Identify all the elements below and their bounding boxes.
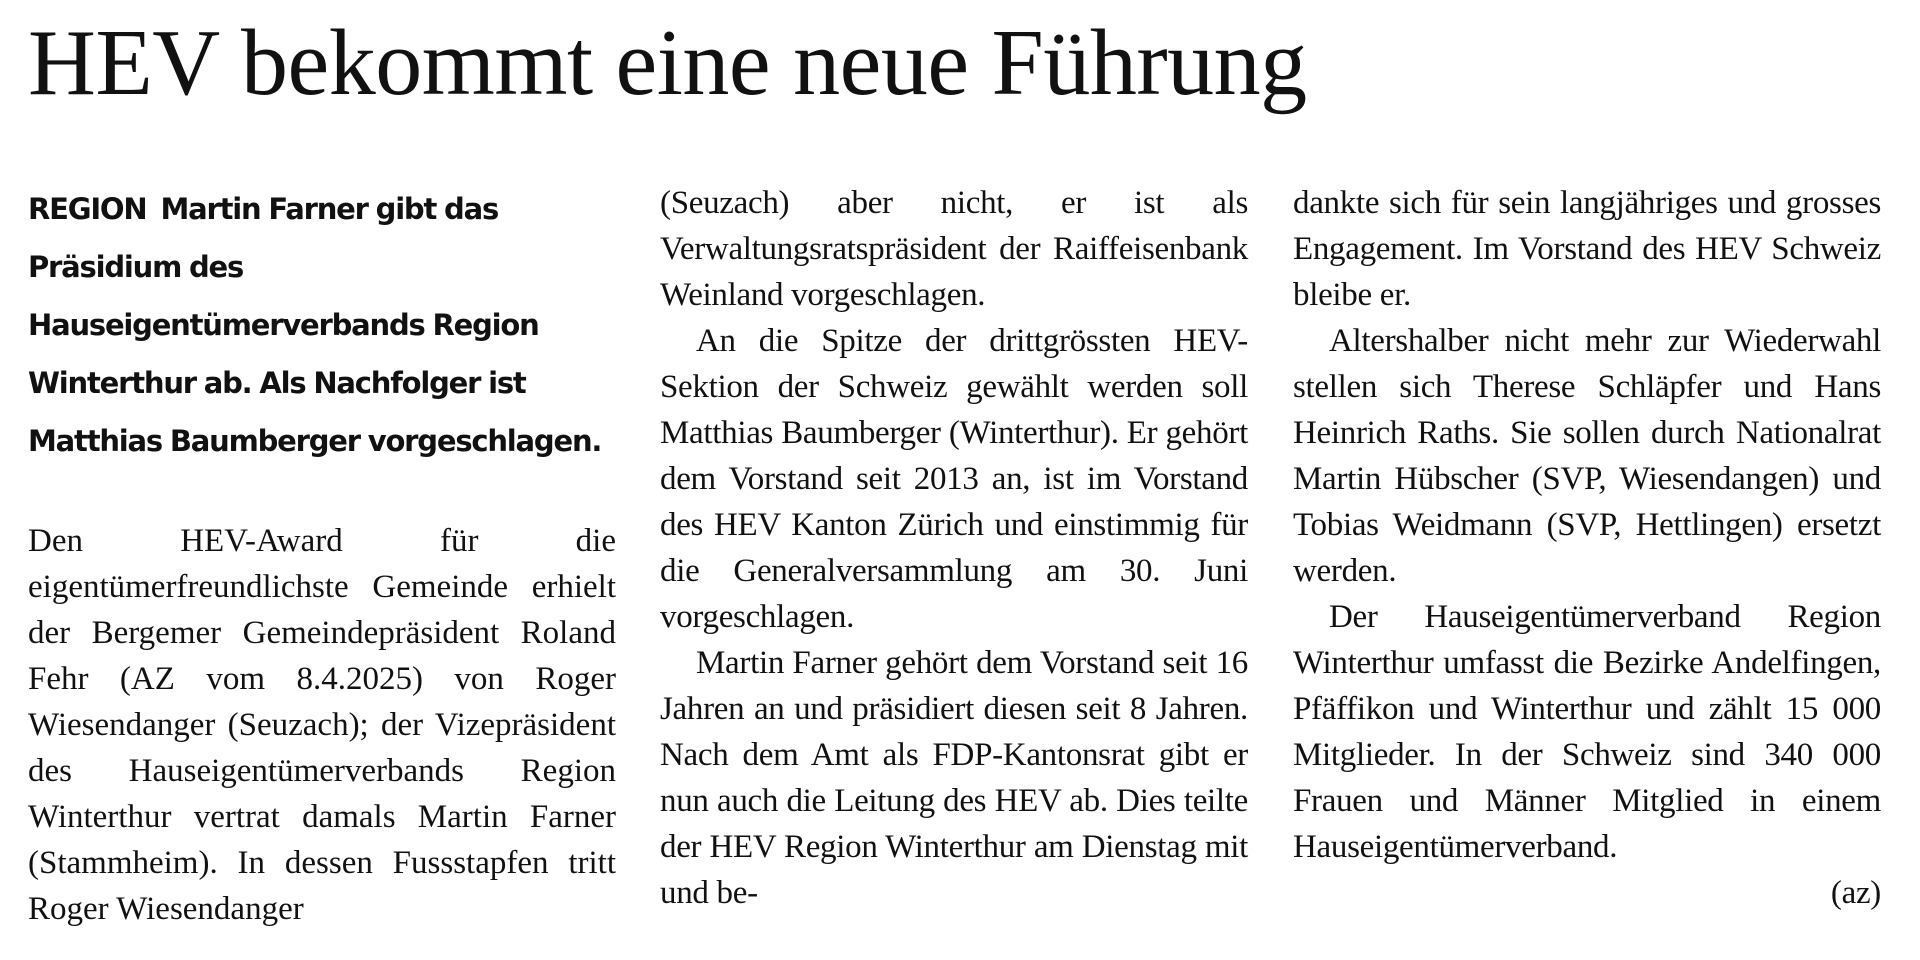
signoff-row [1293, 870, 1881, 916]
article-column-3 [1293, 180, 1881, 916]
article-headline: HEV bekommt eine neue Führung [28, 11, 1307, 115]
lead-text: Martin Farner gibt das Präsidium des Hauseigentümerverbands Region Winterthur ab. Als Nachfolger ist Matthias Baumberger vorgeschlagen. [28, 192, 602, 458]
article-paragraph: An die Spitze der drittgrössten HEV-Sektion der Schweiz gewählt werden soll Matthias Baumberger (Winterthur). Er gehört dem Vorstand seit 2013 an, ist im Vorstand des HEV Kanton Zürich und einstimmig für die Generalversammlung am 30. Juni vorgeschlagen. [660, 323, 1248, 635]
article-signoff: (az) [1830, 875, 1881, 911]
article-paragraph: (Seuzach) aber nicht, er ist als Verwaltungsratspräsident der Raiffeisenbank Weinland vorgeschlagen. [660, 185, 1248, 313]
article-paragraph: Martin Farner gehört dem Vorstand seit 16 Jahren an und präsidiert diesen seit 8 Jahren. Nach dem Amt als FDP-Kantonsrat gibt er nun auch die Leitung des HEV ab. Dies teilte der HEV Region Winterthur am Dienstag mit und be- [660, 645, 1248, 911]
article-kicker: REGION [28, 192, 147, 226]
article-column-2 [660, 180, 1248, 916]
article-paragraph: Den HEV-Award für die eigentümerfreundlichste Gemeinde erhielt der Bergemer Gemeindepräsident Roland Fehr (AZ vom 8.4.2025) von Roger Wiesendanger (Seuzach); der Vizepräsident des Hauseigentümerverbands Region Winterthur vertrat damals Martin Farner (Stammheim). In dessen Fussstapfen tritt Roger Wiesendanger [28, 523, 616, 927]
article-paragraph: Altershalber nicht mehr zur Wiederwahl stellen sich Therese Schläpfer und Hans Heinrich Raths. Sie sollen durch Nationalrat Martin Hübscher (SVP, Wiesendangen) und Tobias Weidmann (SVP, Hettlingen) ersetzt werden. [1293, 323, 1881, 589]
article-paragraph: Der Hauseigentümerverband Region Winterthur umfasst die Bezirke Andelfingen, Pfäffikon und Winterthur und zählt 15 000 Mitglieder. In der Schweiz sind 340 000 Frauen und Männer Mitglied in einem Hauseigentümerverband. [1293, 599, 1881, 865]
article-paragraph: dankte sich für sein langjähriges und grosses Engagement. Im Vorstand des HEV Schweiz bleibe er. [1293, 185, 1881, 313]
article-lead [28, 180, 616, 470]
article-column-1 [28, 180, 616, 932]
